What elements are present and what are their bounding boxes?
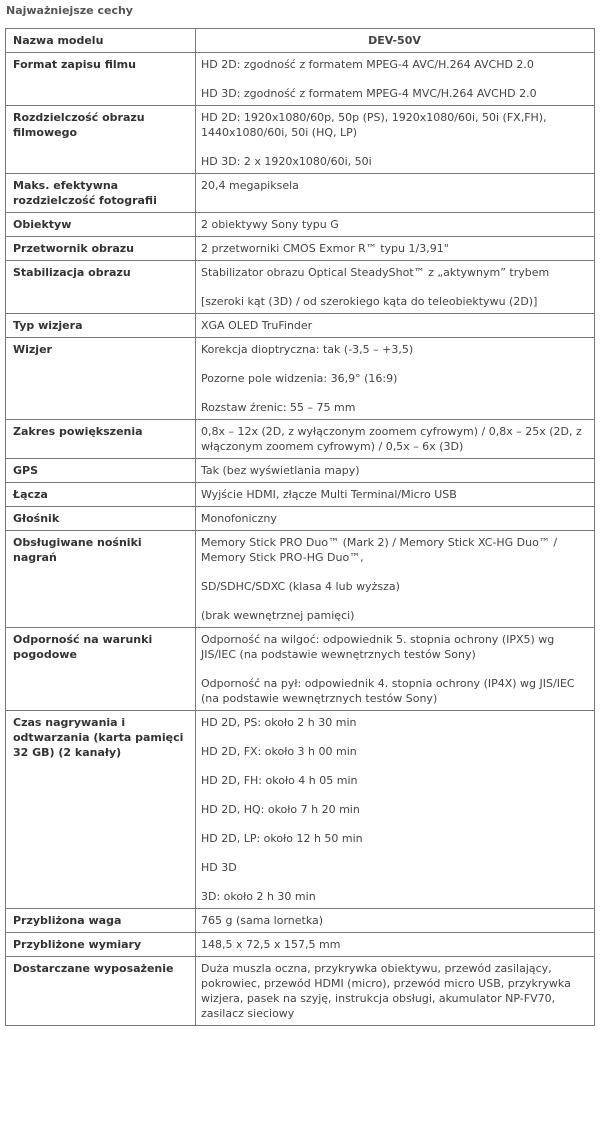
spec-value-line: [szeroki kąt (3D) / od szerokiego kąta do teleobiektywu (2D)] — [201, 295, 538, 308]
spec-value-cell — [196, 628, 595, 711]
spec-label-cell: Odporność na warunki pogodowe — [6, 628, 196, 711]
spec-table-body — [6, 29, 595, 1026]
spec-value-line: HD 3D: 2 x 1920x1080/60i, 50i — [201, 155, 372, 168]
spec-value-line: (brak wewnętrznej pamięci) — [201, 609, 355, 622]
table-row — [6, 420, 595, 459]
spec-label-cell: Zakres powiększenia — [6, 420, 196, 459]
spec-table — [5, 28, 595, 1026]
spec-value-line: Tak (bez wyświetlania mapy) — [201, 464, 360, 477]
spec-value-cell — [196, 531, 595, 628]
spec-value-line: Monofoniczny — [201, 512, 277, 525]
table-row — [6, 483, 595, 507]
spec-value-line: HD 2D: 1920x1080/60p, 50p (PS), 1920x1080/60i, 50i (FX,FH), 1440x1080/60i, 50i (HQ, LP) — [201, 111, 547, 139]
spec-value-line: HD 2D: zgodność z formatem MPEG-4 AVC/H.264 AVCHD 2.0 — [201, 58, 534, 71]
spec-label-cell: Format zapisu filmu — [6, 53, 196, 106]
table-row — [6, 459, 595, 483]
spec-value-cell — [196, 53, 595, 106]
spec-label-cell: Obiektyw — [6, 213, 196, 237]
spec-value-line: HD 2D, FH: około 4 h 05 min — [201, 774, 358, 787]
spec-value-line: 20,4 megapiksela — [201, 179, 299, 192]
spec-label-cell: Maks. efektywna rozdzielczość fotografii — [6, 174, 196, 213]
spec-label-cell: Wizjer — [6, 338, 196, 420]
table-row — [6, 106, 595, 174]
spec-value-line: 2 obiektywy Sony typu G — [201, 218, 339, 231]
table-row — [6, 237, 595, 261]
spec-value-line: 765 g (sama lornetka) — [201, 914, 324, 927]
table-row — [6, 338, 595, 420]
spec-label-cell: Łącza — [6, 483, 196, 507]
spec-value-line: HD 2D, HQ: około 7 h 20 min — [201, 803, 360, 816]
spec-value-cell — [196, 420, 595, 459]
header-model-cell: DEV-50V — [196, 29, 595, 53]
spec-value-cell — [196, 483, 595, 507]
spec-value-cell — [196, 338, 595, 420]
header-label-cell: Nazwa modelu — [6, 29, 196, 53]
spec-value-line: Duża muszla oczna, przykrywka obiektywu, przewód zasilający, pokrowiec, przewód HDMI (micro), przewód micro USB, przykrywka wizjera, pasek na szyję, instrukcja obsługi, akumulator NP-FV70, zasilacz sieciowy — [201, 962, 571, 1020]
spec-value-cell — [196, 237, 595, 261]
page-title: Najważniejsze cechy — [6, 4, 133, 17]
spec-value-line: SD/SDHC/SDXC (klasa 4 lub wyższa) — [201, 580, 400, 593]
spec-value-line: HD 3D: zgodność z formatem MPEG-4 MVC/H.264 AVCHD 2.0 — [201, 87, 537, 100]
table-row — [6, 711, 595, 909]
spec-value-line: 2 przetworniki CMOS Exmor R™ typu 1/3,91" — [201, 242, 449, 255]
spec-label-cell: Przybliżona waga — [6, 909, 196, 933]
spec-value-line: Odporność na wilgoć: odpowiednik 5. stopnia ochrony (IPX5) wg JIS/IEC (na podstawie wewnętrznych testów Sony) — [201, 633, 555, 661]
table-row — [6, 957, 595, 1026]
spec-label-cell: Rozdzielczość obrazu filmowego — [6, 106, 196, 174]
spec-label-cell: GPS — [6, 459, 196, 483]
table-row — [6, 213, 595, 237]
spec-value-line: Odporność na pył: odpowiednik 4. stopnia ochrony (IP4X) wg JIS/IEC (na podstawie wewnętrznych testów Sony) — [201, 677, 575, 705]
spec-value-line: Pozorne pole widzenia: 36,9° (16:9) — [201, 372, 398, 385]
spec-value-cell — [196, 909, 595, 933]
spec-value-line: HD 2D, FX: około 3 h 00 min — [201, 745, 357, 758]
spec-value-cell — [196, 106, 595, 174]
spec-value-line: Rozstaw źrenic: 55 – 75 mm — [201, 401, 356, 414]
spec-value-line: 3D: około 2 h 30 min — [201, 890, 316, 903]
table-row — [6, 909, 595, 933]
spec-value-cell — [196, 459, 595, 483]
table-row — [6, 531, 595, 628]
spec-value-line: HD 3D — [201, 861, 237, 874]
spec-value-cell — [196, 213, 595, 237]
spec-value-cell — [196, 711, 595, 909]
spec-label-cell: Czas nagrywania i odtwarzania (karta pamięci 32 GB) (2 kanały) — [6, 711, 196, 909]
spec-value-line: XGA OLED TruFinder — [201, 319, 313, 332]
spec-value-line: HD 2D, PS: około 2 h 30 min — [201, 716, 357, 729]
spec-value-cell — [196, 507, 595, 531]
spec-value-cell — [196, 261, 595, 314]
spec-value-cell — [196, 314, 595, 338]
spec-label-cell: Typ wizjera — [6, 314, 196, 338]
spec-value-cell — [196, 957, 595, 1026]
spec-value-line: Stabilizator obrazu Optical SteadyShot™ z „aktywnym” trybem — [201, 266, 550, 279]
table-row — [6, 261, 595, 314]
spec-value-cell — [196, 933, 595, 957]
spec-label-cell: Głośnik — [6, 507, 196, 531]
spec-label-cell: Przybliżone wymiary — [6, 933, 196, 957]
spec-label-cell: Obsługiwane nośniki nagrań — [6, 531, 196, 628]
table-row — [6, 933, 595, 957]
spec-value-line: Korekcja dioptryczna: tak (-3,5 – +3,5) — [201, 343, 414, 356]
spec-value-line: 148,5 x 72,5 x 157,5 mm — [201, 938, 341, 951]
spec-label-cell: Przetwornik obrazu — [6, 237, 196, 261]
spec-value-line: Memory Stick PRO Duo™ (Mark 2) / Memory Stick XC-HG Duo™ / Memory Stick PRO-HG Duo™, — [201, 536, 558, 564]
spec-value-line: HD 2D, LP: około 12 h 50 min — [201, 832, 363, 845]
spec-label-cell: Dostarczane wyposażenie — [6, 957, 196, 1026]
spec-value-line: 0,8x – 12x (2D, z wyłączonym zoomem cyfrowym) / 0,8x – 25x (2D, z włączonym zoomem cyfrowym) / 0,5x – 6x (3D) — [201, 425, 582, 453]
table-header-row — [6, 29, 595, 53]
table-row — [6, 174, 595, 213]
table-row — [6, 507, 595, 531]
spec-label-cell: Stabilizacja obrazu — [6, 261, 196, 314]
table-row — [6, 628, 595, 711]
table-row — [6, 53, 595, 106]
spec-value-cell — [196, 174, 595, 213]
spec-value-line: Wyjście HDMI, złącze Multi Terminal/Micro USB — [201, 488, 457, 501]
table-row — [6, 314, 595, 338]
